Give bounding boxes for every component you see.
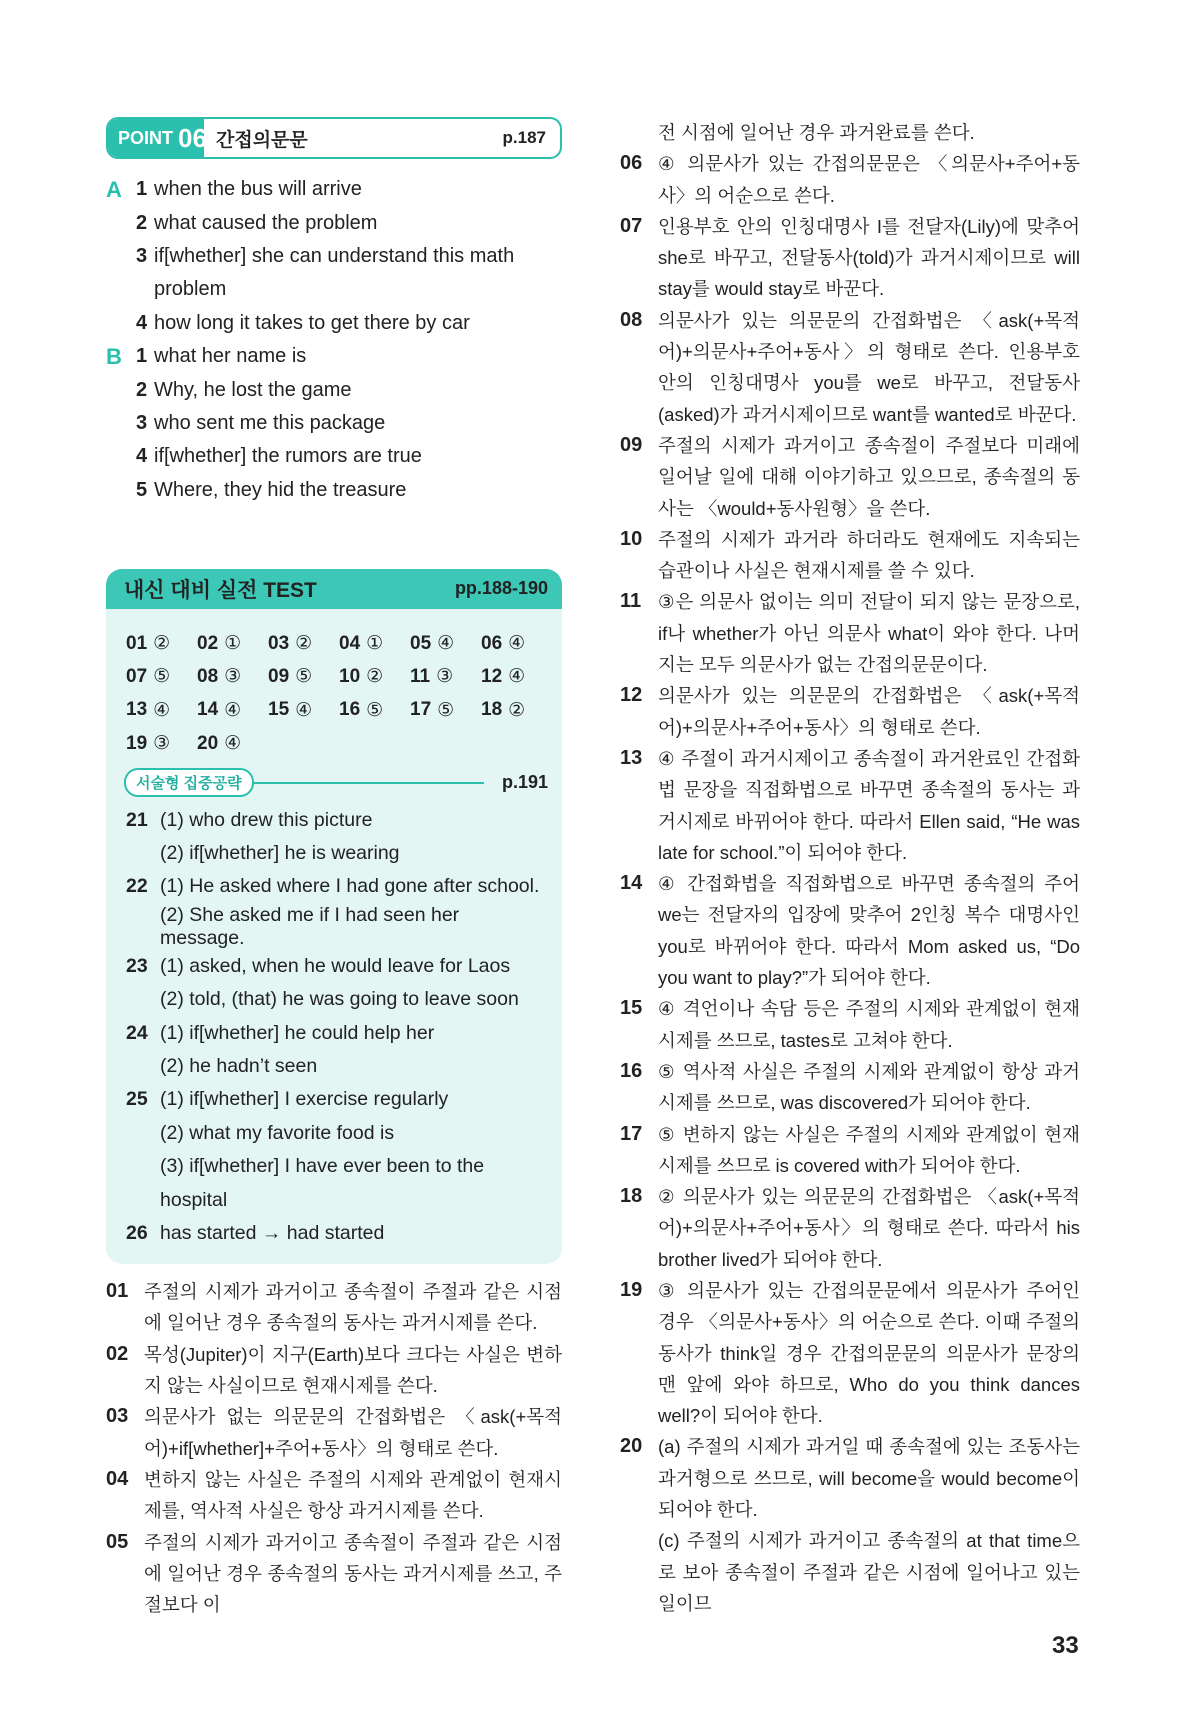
answer-choice: ④ [153,699,171,721]
written-answer [126,904,548,950]
written-header [124,768,548,797]
written-answer [126,950,548,983]
answer-item [106,474,562,507]
question-number: 04 [339,632,361,654]
question-number: 17 [410,699,432,721]
section-letter: B [106,343,122,369]
answer-choice: ① [366,633,384,655]
point-page: p.187 [502,128,546,147]
explanation-text: 목성(Jupiter)이 지구(Earth)보다 크다는 사실은 변하지 않는 사실이므로 현재시제를 쓴다. [144,1343,562,1397]
test-answer [481,694,552,727]
explanation-item [106,1464,562,1527]
explanation-text: ③은 의문사 없이는 의미 전달이 되지 않는 문장으로, if나 whether가 아닌 의문사 what이 와야 한다. 나머지는 모두 의문사가 없는 간접의문문이다. [658,591,1080,676]
explanation-text: 의문사가 있는 의문문의 간접화법은 〈ask(+목적어)+의문사+주어+동사〉의 형태로 쓴다. 인용부호 안의 인칭대명사 you를 we로 바꾸고, 전달동사(asked)가 과거시제이므로 want를 wanted로 바꾼다. [658,309,1080,425]
answer-item [106,173,562,206]
answer-text: when the bus will arrive [154,178,362,201]
answer-choice: ③ [153,733,171,755]
explanation-05-continued: 전 시점에 일어난 경우 과거완료를 쓴다. [658,122,975,143]
question-number: 03 [106,1405,129,1428]
question-number: 07 [126,665,148,687]
question-number: 04 [106,1467,129,1490]
explanation-item [620,211,1080,305]
answer-choice: ④ [224,699,242,721]
answer-choice: ② [508,699,526,721]
answer-text: if[whether] the rumors are true [154,445,422,468]
explanation-item [620,148,1080,211]
answer-choice: ③ [436,666,454,688]
question-number: 07 [620,214,643,237]
question-number: 18 [620,1185,643,1208]
test-answer [197,660,268,693]
answer-choice: ④ [508,666,526,688]
answer-text: (2) what my favorite food is [160,1121,395,1144]
answer-item [106,373,562,406]
question-number: 19 [620,1278,643,1301]
question-number: 08 [620,308,643,331]
test-answer [339,627,410,660]
explanation-item [106,1401,562,1464]
explanation-item [620,524,1080,587]
written-answer [126,837,548,870]
written-answers [106,803,562,1250]
explanation-text: 의문사가 있는 의문문의 간접화법은 〈ask(+목적어)+의문사+주어+동사〉의 형태로 쓴다. [658,685,1080,738]
test-answer [268,694,339,727]
answer-choice: ⑤ [437,699,455,721]
point-tag [108,119,207,157]
question-number: 10 [620,527,643,550]
test-answer [339,694,410,727]
answer-text: (2) he hadn’t seen [160,1055,318,1077]
explanation-20-c: (c) 주절의 시제가 과거이고 종속절의 at that time으로 보아 종속절이 주절과 같은 시점에 일어나고 있는 일이므 [658,1530,1080,1614]
left-column [106,117,562,1620]
test-answer [197,627,268,660]
answer-text: how long it takes to get there by car [154,311,470,334]
explanations-right [620,117,1080,1619]
answer-choice: ④ [224,733,242,755]
written-answer [126,803,548,836]
page-number: 33 [1052,1632,1079,1659]
answer-text: Where, they hid the treasure [154,478,407,501]
answer-text: (1) if[whether] I exercise regularly [160,1088,449,1111]
answer-text: has started → had started [160,1221,385,1244]
answer-item [106,307,562,340]
question-number: 13 [126,699,148,721]
item-number: 1 [136,345,148,368]
answer-choice: ⑤ [366,699,384,721]
right-column [620,117,1080,1619]
test-answer [481,660,552,693]
question-number: 14 [620,872,643,895]
written-answer [126,983,548,1016]
explanation-item [620,993,1080,1056]
question-number: 23 [126,954,148,977]
item-number: 2 [136,211,148,234]
answer-text: (1) if[whether] he could help her [160,1021,435,1044]
test-answer [197,694,268,727]
question-number: 26 [126,1221,148,1244]
question-number: 02 [197,632,219,654]
test-answer [126,660,197,693]
answer-text: who sent me this package [154,411,386,434]
answer-choice: ① [224,633,242,655]
item-number: 3 [136,244,148,267]
answer-text: hospital [160,1188,228,1211]
question-number: 05 [410,632,432,654]
question-number: 10 [339,665,361,687]
explanation-text: ⑤ 변하지 않는 사실은 주절의 시제와 관계없이 현재시제를 쓰므로 is covered with가 되어야 한다. [658,1123,1080,1176]
explanation-item [106,1527,562,1621]
point-title: 간접의문문 [216,129,308,151]
explanations-left [106,1276,562,1620]
written-answer [126,1183,548,1216]
explanation-text: 주절의 시제가 과거이고 종속절이 주절과 같은 시점에 일어난 경우 종속절의 동사는 과거시제를 쓴다. [144,1281,562,1334]
explanation-text: ④ 간접화법을 직접화법으로 바꾸면 종속절의 주어 we는 전달자의 입장에 맞추어 2인칭 복수 대명사인 you로 바뀌어야 한다. 따라서 Mom asked us, “Do you want to play?”가 되어야 한다. [658,873,1080,989]
explanation-text: 의문사가 없는 의문문의 간접화법은 〈ask(+목적어)+if[whether]+주어+동사〉의 형태로 쓴다. [144,1406,562,1459]
answer-text: what caused the problem [154,211,378,234]
answer-text: (2) if[whether] he is wearing [160,842,400,865]
test-answer [481,627,552,660]
written-answer [126,1083,548,1116]
question-number: 08 [197,665,219,687]
question-number: 09 [268,665,290,687]
explanation-item [620,743,1080,868]
question-number: 22 [126,875,148,898]
item-number: 4 [136,445,148,468]
point-header [106,117,562,159]
explanation-item [106,1276,562,1339]
written-answer [126,1150,548,1183]
explanation-text: ④ 격언이나 속담 등은 주절의 시제와 관계없이 현재시제를 쓰므로, tastes로 고쳐야 한다. [658,998,1080,1051]
question-number: 25 [126,1088,148,1111]
divider [254,782,484,784]
item-number: 1 [136,178,148,201]
explanation-item [620,430,1080,524]
explanation-text: ② 의문사가 있는 의문문의 간접화법은 〈ask(+목적어)+의문사+주어+동사〉의 형태로 쓴다. 따라서 his brother lived가 되어야 한다. [658,1186,1080,1270]
question-number: 15 [268,699,290,721]
explanation-text: ⑤ 역사적 사실은 주절의 시제와 관계없이 항상 과거시제를 쓰므로, was discovered가 되어야 한다. [658,1060,1080,1114]
test-title: 내신 대비 실전 TEST [124,578,317,602]
answer-item [106,273,562,306]
answer-choice: ⑤ [153,666,171,688]
explanation-text: 주절의 시제가 과거이고 종속절이 주절보다 미래에 일어날 일에 대해 이야기하고 있으므로, 종속절의 동사는 〈would+동사원형〉을 쓴다. [658,434,1080,519]
question-number: 11 [620,590,642,613]
answer-item [106,206,562,239]
explanation-item [620,1119,1080,1182]
answer-choice: ④ [437,633,455,655]
explanation-item [620,1056,1080,1119]
question-number: 20 [620,1435,643,1458]
answer-choice: ③ [224,666,242,688]
point-label: POINT [118,127,174,148]
answer-text: what her name is [154,345,307,368]
test-box [106,569,562,1264]
answer-choice: ② [295,633,313,655]
written-label: 서술형 집중공략 [124,768,254,797]
question-number: 15 [620,997,643,1020]
answer-choice: ② [153,633,171,655]
answer-text: (2) She asked me if I had seen her message. [160,903,460,949]
answer-choice: ② [366,666,384,688]
explanation-item [620,868,1080,993]
answer-item [106,440,562,473]
answer-text: if[whether] she can understand this math [154,244,515,267]
answer-choice: ④ [508,633,526,655]
explanation-item [620,1275,1080,1431]
question-number: 19 [126,732,148,754]
question-number: 09 [620,433,643,456]
answer-item [106,340,562,373]
item-number: 2 [136,378,148,401]
explanation-text: 주절의 시제가 과거라 하더라도 현재에도 지속되는 습관이나 사실은 현재시제를 쓸 수 있다. [658,528,1080,582]
question-number: 20 [197,732,219,754]
explanation-item [620,680,1080,743]
point-number: 06 [178,122,207,153]
answer-grid [106,609,562,761]
explanation-text: 주절의 시제가 과거이고 종속절이 주절과 같은 시점에 일어난 경우 종속절의 동사는 과거시제를 쓰고, 주절보다 이 [144,1531,562,1616]
answer-text: (1) who drew this picture [160,808,373,831]
test-answer [197,727,268,760]
answer-text: (2) told, (that) he was going to leave soon [160,988,519,1011]
written-answer [126,1016,548,1049]
question-number: 16 [620,1059,643,1082]
answers-ab [106,173,562,507]
section-letter: A [106,176,122,202]
explanation-text: (a) 주절의 시제가 과거일 때 종속절에 있는 조동사는 과거형으로 쓰므로, will become을 would become이 되어야 한다. [658,1436,1080,1521]
answer-text: (1) asked, when he would leave for Laos [160,954,511,977]
test-answer [268,660,339,693]
answer-item [106,407,562,440]
answer-text: problem [154,278,227,301]
explanation-item [106,1339,562,1402]
test-answer [126,694,197,727]
test-answer [410,660,481,693]
test-page: pp.188-190 [454,578,548,599]
answer-choice: ④ [295,699,313,721]
explanation-item [620,305,1080,430]
test-answer [339,660,410,693]
test-answer [410,627,481,660]
test-answer [126,627,197,660]
answer-text: (3) if[whether] I have ever been to the [160,1155,485,1178]
question-number: 11 [410,665,431,687]
question-number: 14 [197,699,219,721]
written-answer [126,1117,548,1150]
question-number: 12 [481,665,503,687]
explanation-item [620,1181,1080,1275]
item-number: 5 [136,478,148,501]
explanation-text: ③ 의문사가 있는 간접의문문에서 의문사가 주어인 경우 〈의문사+동사〉의 어순으로 쓴다. 이때 주절의 동사가 think일 경우 간접의문문의 의문사가 문장의 맨 앞에 와야 하므로, Who do you think dances well?이 되어야 한다. [658,1279,1080,1427]
answer-choice: ⑤ [295,666,313,688]
item-number: 4 [136,311,148,334]
answer-item [106,240,562,273]
explanation-item [620,1431,1080,1525]
explanation-text: 인용부호 안의 인칭대명사 I를 전달자(Lily)에 맞추어 she로 바꾸고, 전달동사(told)가 과거시제이므로 will stay를 would stay로 바꾼다. [658,215,1080,300]
answer-text: Why, he lost the game [154,378,352,401]
explanation-text: ④ 의문사가 있는 간접의문문은 〈의문사+주어+동사〉의 어순으로 쓴다. [658,153,1080,206]
question-number: 13 [620,746,643,769]
test-answer [268,627,339,660]
question-number: 21 [126,808,148,831]
question-number: 02 [106,1342,129,1365]
explanation-item [620,586,1080,680]
written-page: p.191 [501,772,548,793]
question-number: 01 [106,1280,129,1303]
item-number: 3 [136,411,148,434]
test-header [106,569,562,609]
question-number: 05 [106,1530,129,1553]
question-number: 24 [126,1021,148,1044]
written-answer [126,1217,548,1250]
question-number: 16 [339,699,361,721]
question-number: 06 [481,632,503,654]
question-number: 06 [620,152,643,175]
question-number: 18 [481,699,503,721]
question-number: 12 [620,684,643,707]
explanation-text: 변하지 않는 사실은 주절의 시제와 관계없이 현재시제를, 역사적 사실은 항상 과거시제를 쓴다. [144,1468,562,1522]
written-answer [126,870,548,903]
explanation-text: ④ 주절이 과거시제이고 종속절이 과거완료인 간접화법 문장을 직접화법으로 바꾸면 종속절의 동사는 과거시제로 바뀌어야 한다. 따라서 Ellen said, “He was late for school.”이 되어야 한다. [658,747,1080,863]
question-number: 17 [620,1122,643,1145]
question-number: 03 [268,632,290,654]
test-answer [126,727,197,760]
test-answer [410,694,481,727]
written-answer [126,1050,548,1083]
question-number: 01 [126,632,148,654]
answer-text: (1) He asked where I had gone after school. [160,875,540,898]
